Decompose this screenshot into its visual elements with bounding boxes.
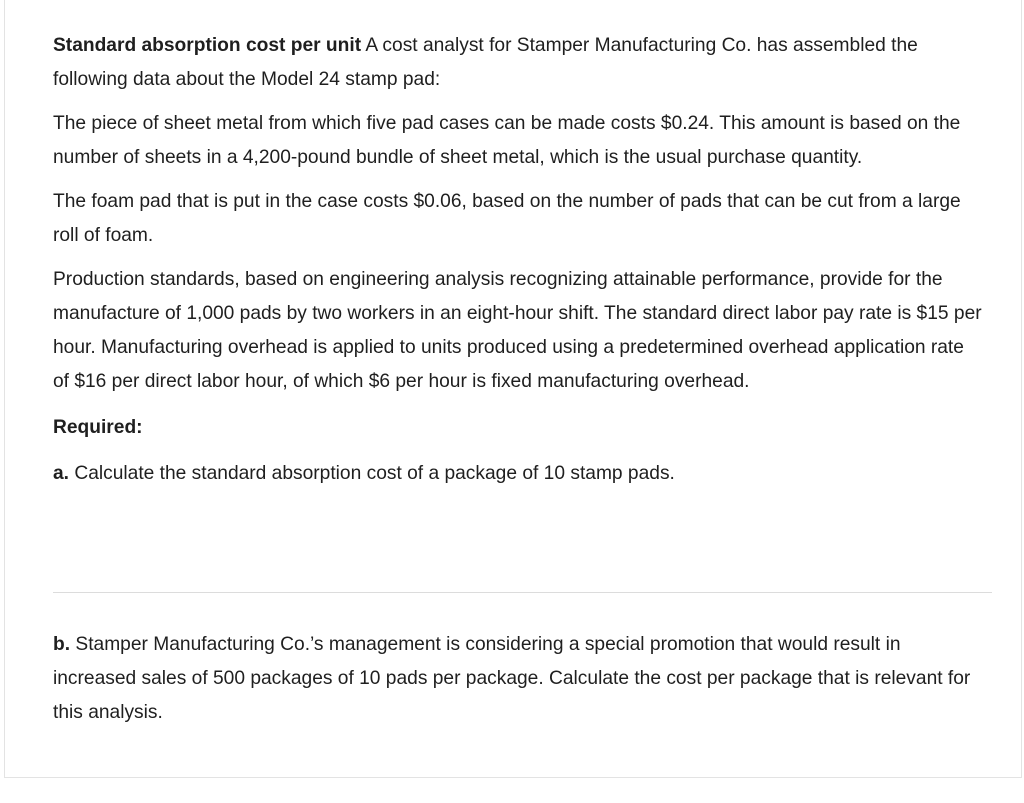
production-paragraph: Production standards, based on engineering analysis recognizing attainable performance, provide for the manufacture of 1,000 pads by two workers in an eight-hour shift. The standard direct labor pay rate is $15 per hour. Manufacturing overhead is applied to units produced using a predetermined overhead application rate of $16 per direct labor hour, of which $6 per hour is fixed manufacturing overhead.	[53, 269, 982, 392]
part-a-question	[53, 457, 983, 491]
question-content	[53, 29, 983, 491]
part-a-label: a.	[53, 463, 70, 484]
foam-paragraph: The foam pad that is put in the case costs $0.06, based on the number of pads that can be cut from a large roll of foam.	[53, 191, 961, 246]
required-heading: Required:	[53, 417, 143, 438]
part-b-section	[53, 628, 983, 730]
intro-paragraph	[53, 29, 983, 97]
intro-text: A cost analyst for Stamper Manufacturing Co. has assembled the following data about the Model 24 stamp pad:	[53, 35, 918, 90]
part-b-label: b.	[53, 634, 71, 655]
part-b-text: Stamper Manufacturing Co.’s management is considering a special promotion that would result in increased sales of 500 packages of 10 pads per package. Calculate the cost per package that is relevant for this analysis.	[53, 634, 971, 723]
sheet-metal-paragraph: The piece of sheet metal from which five pad cases can be made costs $0.24. This amount is based on the number of sheets in a 4,200-pound bundle of sheet metal, which is the usual purchase quantity.	[53, 113, 961, 168]
question-card	[4, 0, 1022, 778]
section-divider	[53, 592, 992, 593]
problem-title: Standard absorption cost per unit	[53, 35, 362, 56]
part-a-text: Calculate the standard absorption cost of a package of 10 stamp pads.	[69, 463, 675, 484]
part-b-question	[53, 628, 983, 730]
